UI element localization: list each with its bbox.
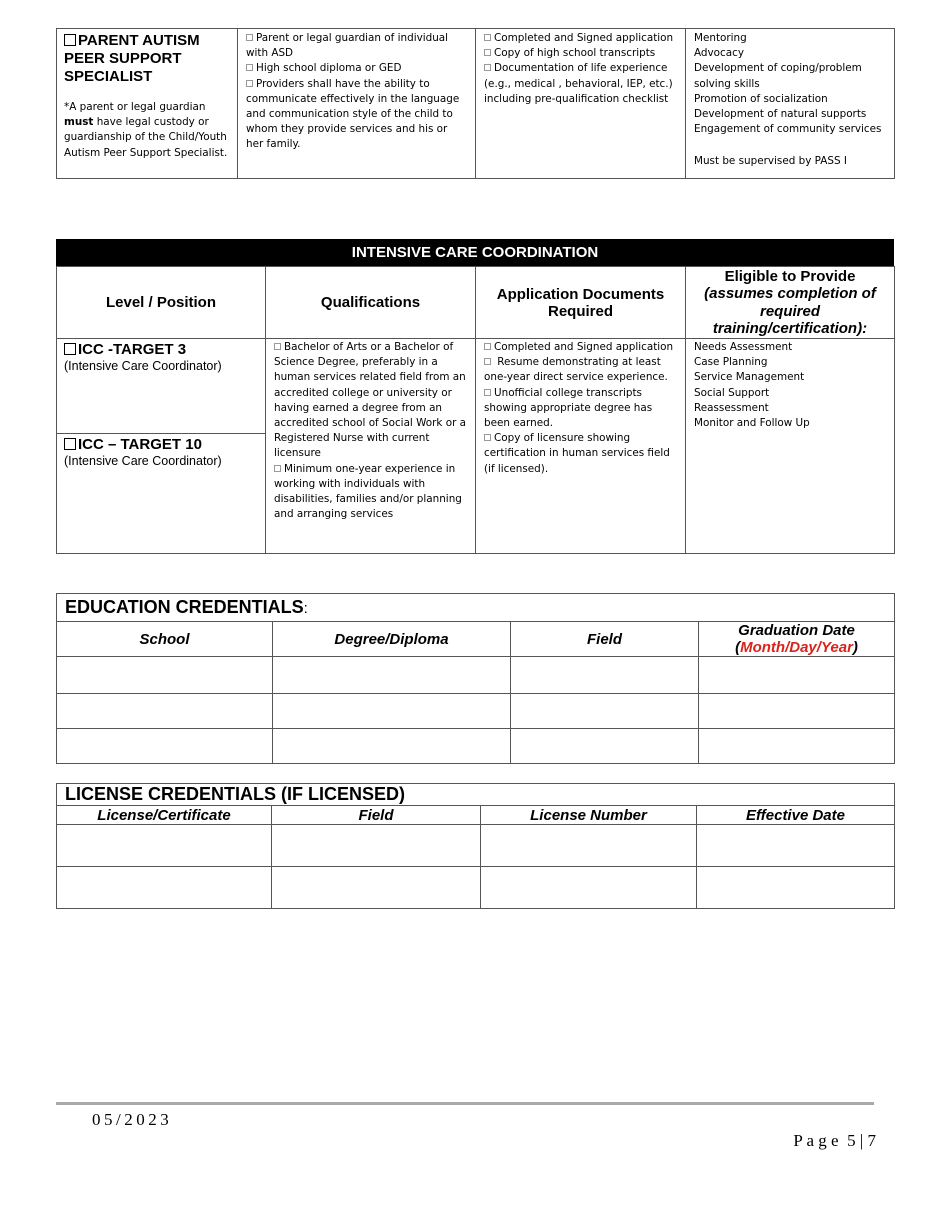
education-field-input[interactable] bbox=[511, 657, 699, 694]
list-item: Providers shall have the ability to communicate effectively in the language and communication style of the child to whom they provide services and his or her family. bbox=[246, 77, 460, 151]
checkbox-bullet-icon bbox=[246, 80, 253, 87]
table-row bbox=[57, 825, 895, 867]
education-credentials-table bbox=[56, 593, 895, 764]
list-item: Copy of licensure showing certification in human services field (if licensed). bbox=[484, 432, 670, 475]
list-item: Bachelor of Arts or a Bachelor of Science Degree, preferably in a human services related field from an accredited college or university or having earned a degree from an accredited school of Social Work or a Registered Nurse with current licensure bbox=[274, 341, 467, 460]
parent-qualifications-cell bbox=[238, 29, 476, 179]
checkbox-bullet-icon bbox=[246, 34, 253, 41]
list-item: Service Management bbox=[694, 371, 805, 384]
list-item: Minimum one-year experience in working with individuals with disabilities, families and/or planning and arranging services bbox=[274, 462, 462, 521]
checkbox-bullet-icon bbox=[484, 434, 491, 441]
education-title: EDUCATION CREDENTIALS bbox=[65, 597, 304, 617]
education-col-field: Field bbox=[511, 622, 699, 657]
icc-section-header: INTENSIVE CARE COORDINATION bbox=[56, 239, 894, 266]
checkbox-bullet-icon bbox=[484, 64, 491, 71]
parent-position-checkbox[interactable] bbox=[64, 34, 76, 46]
license-effective-date-input[interactable] bbox=[697, 867, 895, 909]
list-item: Development of natural supports bbox=[694, 108, 867, 121]
license-col-number: License Number bbox=[481, 806, 697, 825]
education-col-degree: Degree/Diploma bbox=[273, 622, 511, 657]
list-item: Social Support bbox=[694, 386, 770, 399]
education-school-input[interactable] bbox=[57, 729, 273, 764]
list-item: Engagement of community services bbox=[694, 123, 882, 136]
icc-table bbox=[56, 266, 895, 554]
table-row bbox=[57, 694, 895, 729]
list-item: Needs Assessment bbox=[694, 341, 793, 353]
license-field-input[interactable] bbox=[272, 825, 481, 867]
license-title: LICENSE CREDENTIALS (IF LICENSED) bbox=[57, 784, 895, 806]
parent-eligible-cell bbox=[686, 29, 895, 179]
parent-position-title: PARENT AUTISM PEER SUPPORT SPECIALIST bbox=[64, 32, 200, 85]
page-number: P a g e 5 | 7 bbox=[793, 1131, 876, 1150]
education-school-input[interactable] bbox=[57, 657, 273, 694]
checkbox-bullet-icon bbox=[484, 343, 491, 350]
icc-target10-checkbox[interactable] bbox=[64, 438, 76, 450]
checkbox-bullet-icon bbox=[274, 343, 281, 350]
checkbox-bullet-icon bbox=[484, 49, 491, 56]
icc-header-documents: Application Documents Required bbox=[476, 267, 686, 339]
license-field-input[interactable] bbox=[272, 867, 481, 909]
list-item: Copy of high school transcripts bbox=[484, 46, 677, 61]
table-row bbox=[57, 657, 895, 694]
icc-position-target10: ICC – TARGET 10 (Intensive Care Coordinator) bbox=[64, 436, 222, 468]
supervision-note: Must be supervised by PASS I bbox=[694, 155, 847, 168]
license-col-certificate: License/Certificate bbox=[57, 806, 272, 825]
list-item: Development of coping/problem solving skills bbox=[694, 62, 862, 90]
parent-documents-cell bbox=[476, 29, 686, 179]
icc-eligible-cell bbox=[686, 339, 895, 554]
education-field-input[interactable] bbox=[511, 694, 699, 729]
parent-custody-note: *A parent or legal guardian must have legal custody or guardianship of the Child/Youth Autism Peer Support Specialist. bbox=[64, 101, 228, 159]
education-col-school: School bbox=[57, 622, 273, 657]
icc-documents-cell bbox=[476, 339, 686, 554]
list-item: Case Planning bbox=[694, 356, 768, 369]
license-credentials-table bbox=[56, 783, 895, 909]
education-degree-input[interactable] bbox=[273, 729, 511, 764]
footer-date: 05/2023 bbox=[92, 1110, 173, 1129]
education-field-input[interactable] bbox=[511, 729, 699, 764]
list-item: Reassessment bbox=[694, 401, 769, 414]
education-date-input[interactable] bbox=[699, 694, 895, 729]
list-item: Advocacy bbox=[694, 47, 744, 60]
icc-qualifications-cell bbox=[266, 339, 476, 554]
license-col-field: Field bbox=[272, 806, 481, 825]
table-row bbox=[57, 729, 895, 764]
icc-target3-checkbox[interactable] bbox=[64, 343, 76, 355]
list-item: Completed and Signed application bbox=[484, 340, 677, 355]
list-item: Promotion of socialization bbox=[694, 92, 828, 105]
education-school-input[interactable] bbox=[57, 694, 273, 729]
date-format-hint: Month/Day/Year bbox=[740, 639, 853, 656]
license-certificate-input[interactable] bbox=[57, 825, 272, 867]
education-date-input[interactable] bbox=[699, 657, 895, 694]
list-item: Mentoring bbox=[694, 32, 747, 44]
parent-position-cell bbox=[57, 29, 238, 179]
list-item: Parent or legal guardian of individual with ASD bbox=[246, 32, 449, 60]
table-row bbox=[57, 867, 895, 909]
icc-positions-cell bbox=[57, 339, 266, 554]
checkbox-bullet-icon bbox=[484, 358, 491, 365]
education-degree-input[interactable] bbox=[273, 694, 511, 729]
icc-header-level: Level / Position bbox=[57, 267, 266, 339]
license-number-input[interactable] bbox=[481, 867, 697, 909]
education-col-graduation-date: Graduation Date (Month/Day/Year) bbox=[699, 622, 895, 657]
checkbox-bullet-icon bbox=[484, 389, 491, 396]
checkbox-bullet-icon bbox=[484, 34, 491, 41]
license-col-effective-date: Effective Date bbox=[697, 806, 895, 825]
checkbox-bullet-icon bbox=[246, 64, 253, 71]
icc-header-eligible: Eligible to Provide (assumes completion of required training/certification): bbox=[686, 267, 895, 339]
list-item: Resume demonstrating at least one-year direct service experience. bbox=[484, 356, 668, 384]
list-item: High school diploma or GED bbox=[246, 61, 467, 76]
education-title-cell: EDUCATION CREDENTIALS: bbox=[57, 594, 895, 622]
list-item: Completed and Signed application bbox=[484, 31, 677, 46]
license-certificate-input[interactable] bbox=[57, 867, 272, 909]
icc-header-qualifications: Qualifications bbox=[266, 267, 476, 339]
license-number-input[interactable] bbox=[481, 825, 697, 867]
list-item: Documentation of life experience (e.g., medical , behavioral, IEP, etc.) including pre-qualification checklist bbox=[484, 62, 673, 105]
list-item: Unofficial college transcripts showing appropriate degree has been earned. bbox=[484, 386, 653, 430]
footer-rule bbox=[56, 1102, 874, 1105]
education-degree-input[interactable] bbox=[273, 657, 511, 694]
list-item: Monitor and Follow Up bbox=[694, 417, 810, 430]
checkbox-bullet-icon bbox=[274, 465, 281, 472]
parent-peer-support-table bbox=[56, 28, 895, 179]
education-date-input[interactable] bbox=[699, 729, 895, 764]
license-effective-date-input[interactable] bbox=[697, 825, 895, 867]
icc-position-target3: ICC -TARGET 3 (Intensive Care Coordinator) bbox=[57, 339, 265, 434]
